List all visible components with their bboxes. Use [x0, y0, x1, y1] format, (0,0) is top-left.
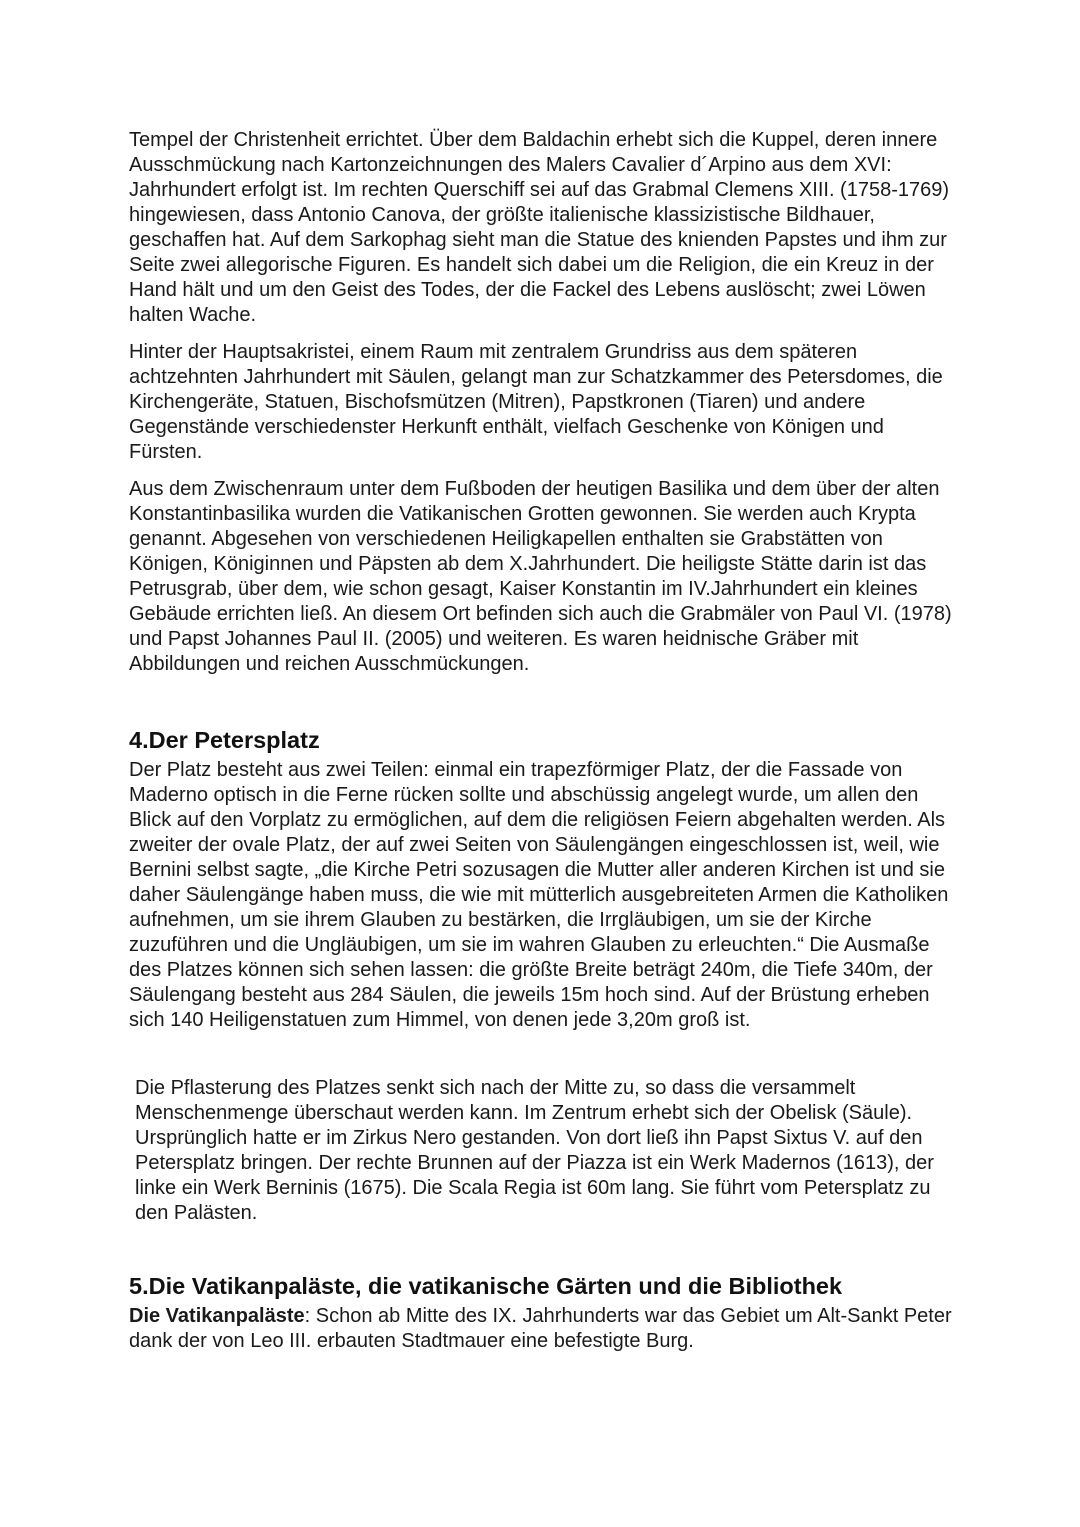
heading-vatikanpalaeste: 5.Die Vatikanpaläste, die vatikanische Gärten und die Bibliothek: [129, 1273, 843, 1299]
heading-petersplatz: 4.Der Petersplatz: [129, 727, 320, 753]
paragraph-grotten: Aus dem Zwischenraum unter dem Fußboden der heutigen Basilika und dem über der alten Konstantinbasilika wurden die Vatikanischen Grotten gewonnen. Sie werden auch Krypta genannt. Abgesehen von verschiedenen Heiligkapellen enthalten sie Grabstätten von Königen, Königinnen und Päpsten ab dem X.Jahrhundert. Die heiligste Stätte darin ist das Petrusgrab, über dem, wie schon gesagt, Kaiser Konstantin im IV.Jahrhundert ein kleines Gebäude errichten ließ. An diesem Ort befinden sich auch die Grabmäler von Paul VI. (1978) und Papst Johannes Paul II. (2005) und weiteren. Es waren heidnische Gräber mit Abbildungen und reichen Ausschmückungen.: [129, 478, 952, 675]
paragraph-schatzkammer: Hinter der Hauptsakristei, einem Raum mit zentralem Grundriss aus dem späteren achtzehnten Jahrhundert mit Säulen, gelangt man zur Schatzkammer des Petersdomes, die Kirchengeräte, Statuen, Bischofsmützen (Mitren), Papstkronen (Tiaren) und andere Gegenstände verschiedenster Herkunft enthält, vielfach Geschenke von Königen und Fürsten.: [129, 341, 943, 463]
document-page: [129, 128, 959, 1354]
paragraph-vatikanpalaeste: [129, 1304, 959, 1354]
text-vatikanpalaeste: : Schon ab Mitte des IX. Jahrhunderts war das Gebiet um Alt-Sankt Peter dank der von Leo III. erbauten Stadtmauer eine befestigte Burg.: [129, 1305, 952, 1352]
paragraph-kuppel: Tempel der Christenheit errichtet. Über dem Baldachin erhebt sich die Kuppel, deren innere Ausschmückung nach Kartonzeichnungen des Malers Cavalier d´Arpino aus dem XVI: Jahrhundert erfolgt ist. Im rechten Querschiff sei auf das Grabmal Clemens XIII. (1758-1769) hingewiesen, dass Antonio Canova, der größte italienische klassizistische Bildhauer, geschaffen hat. Auf dem Sarkophag sieht man die Statue des knienden Papstes und ihm zur Seite zwei allegorische Figuren. Es handelt sich dabei um die Religion, die ein Kreuz in der Hand hält und um den Geist des Todes, der die Fackel des Lebens auslöscht; zwei Löwen halten Wache.: [129, 129, 950, 326]
paragraph-platz: Der Platz besteht aus zwei Teilen: einmal ein trapezförmiger Platz, der die Fassade von Maderno optisch in die Ferne rücken sollte und abschüssig angelegt wurde, um allen den Blick auf den Vorplatz zu ermöglichen, auf dem die religiösen Feiern abgehalten werden. Als zweiter der ovale Platz, der auf zwei Seiten von Säulengängen eingeschlossen ist, weil, wie Bernini selbst sagte, „die Kirche Petri sozusagen die Mutter aller anderen Kirchen ist und sie daher Säulengänge haben muss, die wie mit mütterlich ausgebreiteten Armen die Katholiken aufnehmen, um sie ihrem Glauben zu bestärken, die Irrgläubigen, um sie der Kirche zuzuführen und die Ungläubigen, um sie im wahren Glauben zu erleuchten.“ Die Ausmaße des Platzes können sich sehen lassen: die größte Breite beträgt 240m, die Tiefe 340m, der Säulengang besteht aus 284 Säulen, die jeweils 15m hoch sind. Auf der Brüstung erheben sich 140 Heiligenstatuen zum Himmel, von denen jede 3,20m groß ist.: [129, 759, 949, 1031]
label-vatikanpalaeste: Die Vatikanpaläste: [129, 1305, 305, 1327]
paragraph-pflasterung: Die Pflasterung des Platzes senkt sich nach der Mitte zu, so dass die versammelt Menschenmenge überschaut werden kann. Im Zentrum erhebt sich der Obelisk (Säule). Ursprünglich hatte er im Zirkus Nero gestanden. Von dort ließ ihn Papst Sixtus V. auf den Petersplatz bringen. Der rechte Brunnen auf der Piazza ist ein Werk Madernos (1613), der linke ein Werk Berninis (1675). Die Scala Regia ist 60m lang. Sie führt vom Petersplatz zu den Palästen.: [135, 1077, 934, 1224]
